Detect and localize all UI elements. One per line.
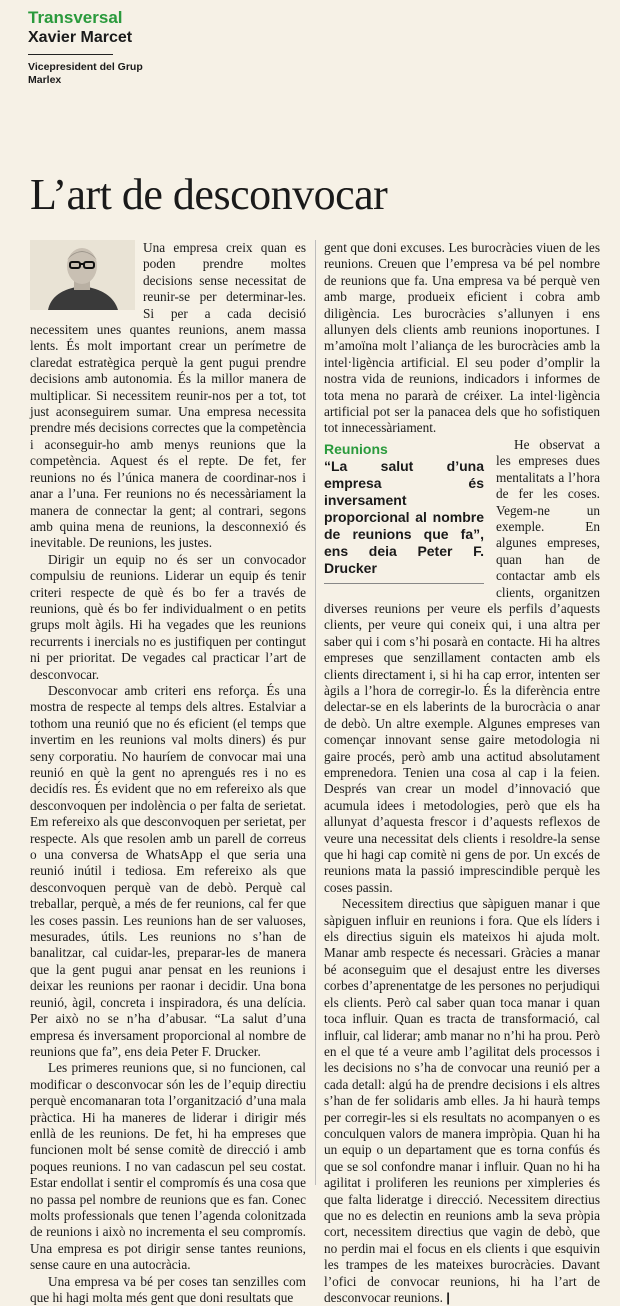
end-mark: | [446, 1290, 450, 1305]
paragraph-text: Necessitem directius que sàpiguen manar i que sàpiguen influir en reunions i fora. Que els líders i els directius siguin els mateixos hi ajuda molt. Manar amb respecte és necessari. Gràcies a manar bé aconseguim que el desajust entre les diverses corbes d’aprenentatge de les persones no perjudiqui els clients. Però cal saber quan toca manar i quan toca influir. Quan es tracta de transformació, cal influir, cal liderar; amb manar no n’hi ha prou. Però en el que té a veure amb l’agilitat dels processos i les decisions no s’ha de convocar una reunió per a cada detall: algú ha de prendre decisions i els altres s’han de fer solidaris amb elles. Ja hi haurà temps per corregir-les si els resultats no acompanyen o es conculquen valors de manera impròpia. Quan hi ha un equip o un departament que es torna confús és que se sol confondre manar i influir. Quan no hi ha agilitat i proliferen les reunions per ximpleries és que falta lideratge i direcció. Necessitem directius que no es delectin en reunions amb la seva pròpia cort, necessitem directius que vagin de debò, que no perdin mai el focus en els clients i que esquivin les trampes de les mateixes burocràcies. Davant l’ofici de convocar reunions, hi ha l’art de desconvocar reunions. [324, 896, 600, 1305]
article-column-2 [324, 240, 600, 1306]
author-portrait-image [30, 240, 135, 310]
paragraph [324, 437, 600, 896]
pull-quote-rule [324, 583, 484, 584]
author-name: Xavier Marcet [28, 29, 133, 46]
pull-quote-text: “La salut d’una empresa és inversament proporcional al nombre de reunions que fa”, ens deia Peter F. Drucker [324, 457, 484, 576]
pull-quote-label: Reunions [324, 440, 388, 457]
paragraph: Desconvocar amb criteri ens reforça. És una mostra de respecte al temps dels altres. Estalviar a tothom una reunió que no és eficient (el temps que invertim en les reunions val molts diners) és pur seny corporatiu. No hauríem de convocar mai una reunió en què la gent no aprengués res i no es decidís res. És evident que no em refereixo als que desconvoquen per indolència o per falta de serietat. Em refereixo als que desconvoquen per serietat, per respecte. Als que resolen amb un parell de correus o una conversa de WhatsApp el que seria una reunió inútil i tediosa. Em refereixo als que desconvoquen perquè van de debò. Perquè cal treballar, perquè, a més de fer reunions, cal fer que les coses passin. Les reunions han de ser valuoses, mesurades, útils. Les reunions no s’han de banalitzar, cal cuidar-les, preparar-les de manera que la gent pugui anar pensat en les reunions i deixar les reunions per raonar i decidir. Una bona reunió, àgil, concreta i inspiradora, és una delícia. Per això no se n’ha d’abusar. “La salut d’una empresa és inversament proporcional al nombre de reunions que fa”, ens deia Peter F. Drucker. [30, 682, 306, 1059]
pull-quote [324, 441, 484, 584]
header-rule [28, 54, 113, 55]
paragraph: Una empresa creix quan es poden prendre moltes decisions sense necessitat de reunir-se per determinar-les. Si per a cada decisió necessitem unes quantes reunions, anem massa lents. És molt important crear un perímetre de claredat estratègica perquè la gent pugui prendre decisions amb autonomia. És la millor manera de multiplicar. Si necessitem reunir-nos per a tot, tot just aconseguirem sumar. Una empresa necessita prendre més decisions correctes que la competència i aconseguir-ho amb menys reunions que la competència. Aquest és el repte. De fet, fer reunions no és l’única manera de coordinar-nos i anar a l’una. Fer reunions no és necessàriament la manera de connectar la gent; al contrari, segons amb quina mena de reunions, la desconnexió és inevitable. De reunions, les justes. [30, 240, 306, 551]
paragraph: gent que doni excuses. Les burocràcies viuen de les reunions. Creuen que l’empresa va bé pel nombre de reunions que fa. Una empresa va bé perquè ven amb marge, produeix eficient i cobra amb diligència. Les burocràcies s’allunyen i ens allunyen dels clients amb reunions inoportunes. I m’amoïna molt l’aliança de les burocràcies amb la intel·ligència artificial. El seu poder d’omplir la nostra vida de reunions, indicadors i informes de tota mena no pararà de créixer. La intel·ligència artificial pot ser la panacea dels que ho sofistiquen tot innecessàriament. [324, 240, 600, 436]
headline: L’art de desconvocar [30, 170, 388, 219]
column-divider [315, 240, 316, 1185]
paragraph [324, 896, 600, 1306]
section-label: Transversal [28, 8, 123, 27]
paragraph-text: He observat a les empreses dues mentalitats a l’hora de fer les coses. Vegem-ne un exemple. En algunes empreses, quan han de contactar amb els clients, organitzen diverses reunions per veure els perfils d’aquests clients, per veure qui coneix qui, i una altra per saber qui i com s’hi posarà en contacte. Hi ha altres empreses que senzillament contacten amb els clients directament i, si hi ha cap error, intenten ser àgils a l’hora de corregir-lo. És la diferència entre delectar-se en els laberints de la burocràcia o anar de debò. Un altre exemple. Algunes empreses van començar innovant sense gaire metodologia ni gaire procés, però amb una actitud absolutament emprenedora. Tenien una cosa al cap i la feien. Després van crear un model d’innovació que acumula idees i metodologies, però que els ha allunyat d’aquesta frescor i d’aquests reflexos de veure una necessitat dels clients i resoldre-la sense que hi hagi cap comitè ni gens de por. Un excés de reunions mata la passió imprescindible perquè les coses passin. [324, 436, 600, 895]
article-header [28, 8, 168, 87]
paragraph: Les primeres reunions que, si no funcionen, cal modificar o desconvocar són les de l’equip directiu perquè encomanaran tota l’organització d’una mala pràctica. Hi ha maneres de liderar i dirigir més enllà de les reunions. De fet, hi ha empreses que funcionen molt bé sense comitè de direcció i amb poques reunions. I no van cadascun pel seu costat. Estar endollat i sentir el compromís és una cosa que no passa pel nombre de reunions que es fan. Conec molts professionals que tenen l’agenda colonitzada de reunions i això no incrementa el seu compromís. Una empresa es pot dirigir sense tantes reunions, sense caure en una autocràcia. [30, 1060, 306, 1273]
article-column-1 [30, 240, 306, 1306]
paragraph: Una empresa va bé per coses tan senzilles com que hi hagi molta més gent que doni resultats que [30, 1273, 306, 1305]
author-photo [30, 240, 135, 310]
paragraph: Dirigir un equip no és ser un convocador compulsiu de reunions. Liderar un equip és tenir criteri respecte de què és bo fer a través de reunions, què és bo fer individualment o en petits grups molt àgils. Hi ha vegades que les reunions recurrents i inercials no es justifiquen per contingut ni per prioritat. De vegades cal practicar l’art de desconvocar. [30, 551, 306, 682]
author-role: Vicepresident del Grup Marlex [28, 61, 143, 86]
